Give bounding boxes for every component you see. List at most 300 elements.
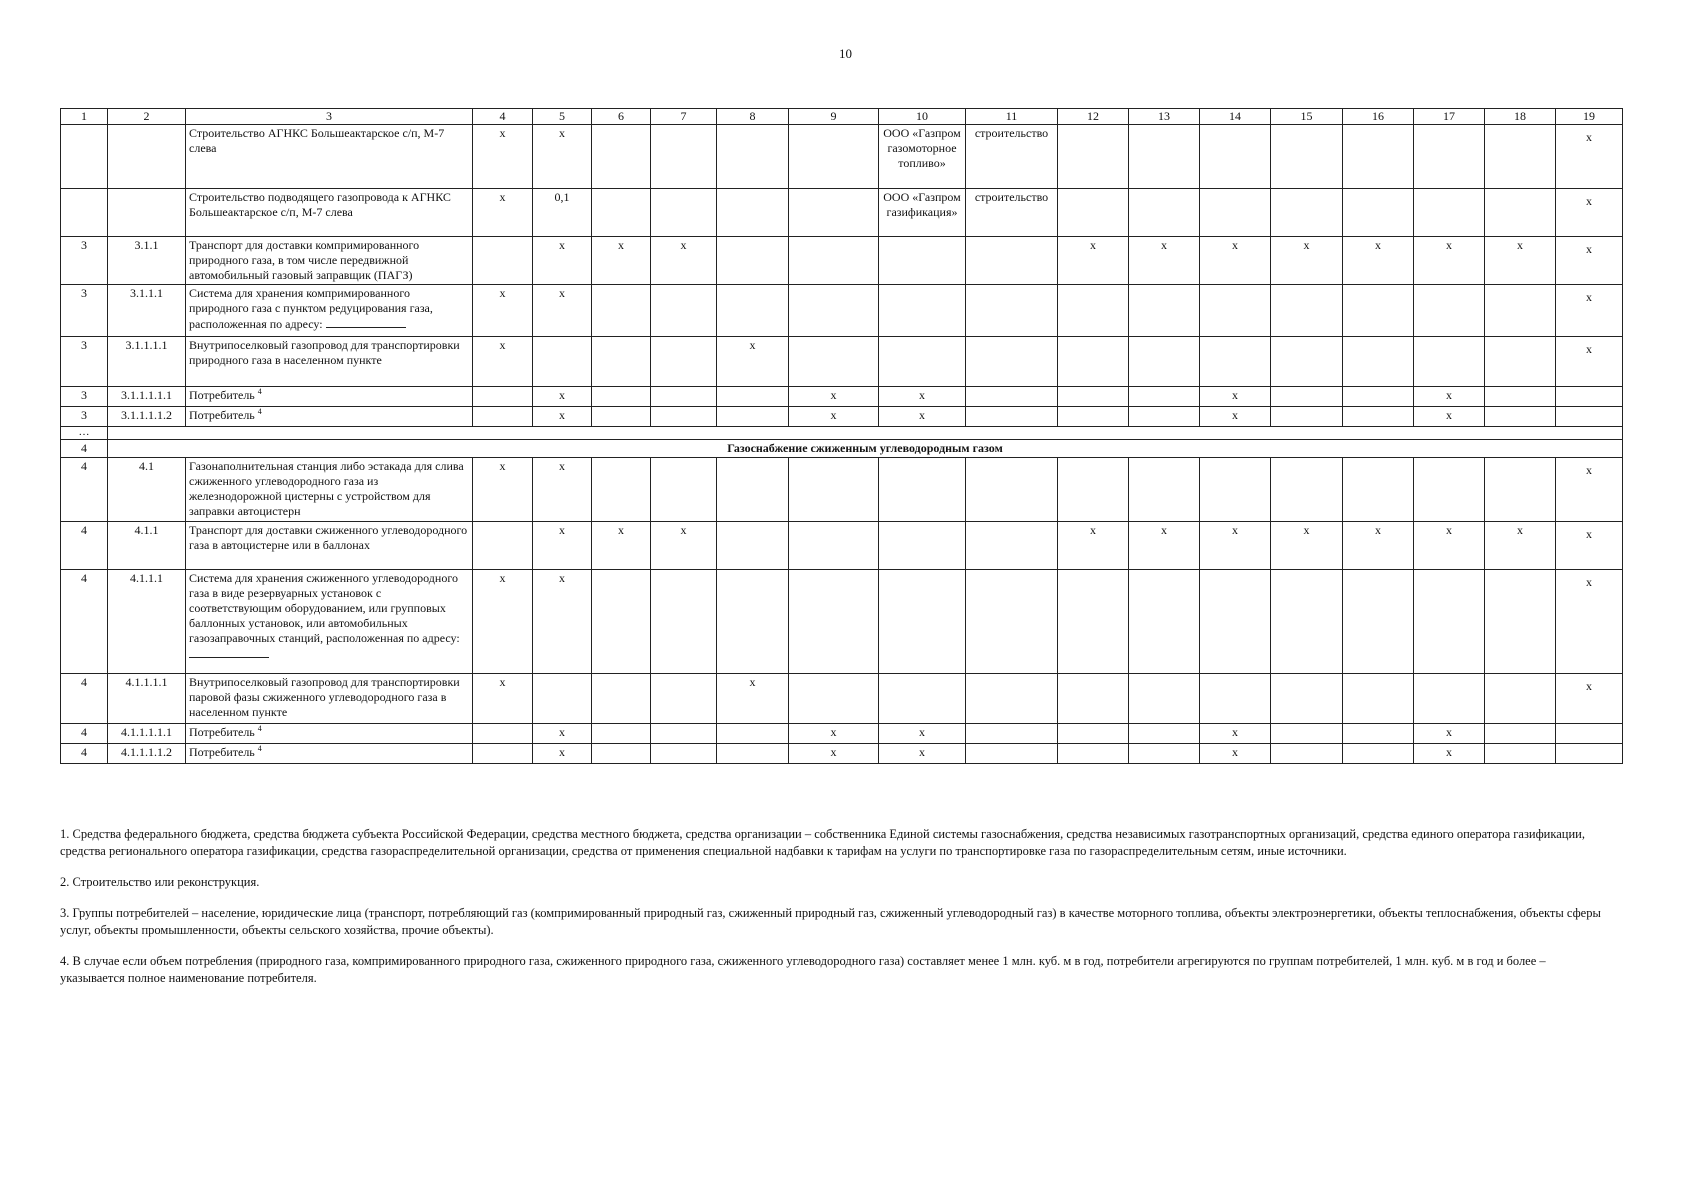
column-header-13: 13 bbox=[1129, 109, 1200, 125]
cell-col-7: x bbox=[651, 237, 717, 285]
cell-col-15 bbox=[1271, 458, 1343, 522]
cell-col-13 bbox=[1129, 387, 1200, 407]
cell-col-11 bbox=[966, 237, 1058, 285]
row-name-cell bbox=[186, 674, 473, 724]
cell-col-11 bbox=[966, 570, 1058, 674]
cell-col-4 bbox=[473, 522, 533, 570]
column-header-4: 4 bbox=[473, 109, 533, 125]
cell-col-7 bbox=[651, 674, 717, 724]
cell-col-19: x bbox=[1556, 458, 1623, 522]
cell-col-11 bbox=[966, 744, 1058, 764]
cell-col-14 bbox=[1200, 337, 1271, 387]
cell-col-5 bbox=[533, 337, 592, 387]
row-name-text: Внутрипоселковый газопровод для транспортировки природного газа в населенном пункте bbox=[189, 338, 460, 367]
column-header-19: 19 bbox=[1556, 109, 1623, 125]
gas-supply-table bbox=[60, 108, 1623, 764]
cell-col-18 bbox=[1485, 458, 1556, 522]
cell-col-8 bbox=[717, 724, 789, 744]
cell-col-14 bbox=[1200, 125, 1271, 189]
cell-col-13: x bbox=[1129, 237, 1200, 285]
row-code-cell bbox=[108, 125, 186, 189]
cell-col-16 bbox=[1343, 570, 1414, 674]
footnote-ref: 4 bbox=[257, 744, 262, 753]
cell-col-19: x bbox=[1556, 674, 1623, 724]
cell-col-5 bbox=[533, 674, 592, 724]
cell-col-12: x bbox=[1058, 237, 1129, 285]
cell-col-10: ООО «Газпром газификация» bbox=[879, 189, 966, 237]
row-name-cell bbox=[186, 724, 473, 744]
cell-col-5: x bbox=[533, 285, 592, 337]
cell-col-9 bbox=[789, 458, 879, 522]
cell-col-12 bbox=[1058, 570, 1129, 674]
cell-col-15 bbox=[1271, 674, 1343, 724]
cell-col-12 bbox=[1058, 125, 1129, 189]
footnote-ref: 4 bbox=[257, 407, 262, 416]
row-name-cell bbox=[186, 522, 473, 570]
cell-col-11 bbox=[966, 458, 1058, 522]
cell-col-11 bbox=[966, 407, 1058, 427]
row-name-text: Потребитель bbox=[189, 725, 255, 739]
cell-col-10: x bbox=[879, 724, 966, 744]
cell-col-12 bbox=[1058, 744, 1129, 764]
cell-col-10 bbox=[879, 285, 966, 337]
cell-col-8 bbox=[717, 744, 789, 764]
cell-col-9 bbox=[789, 674, 879, 724]
cell-col-17: x bbox=[1414, 407, 1485, 427]
cell-col-13 bbox=[1129, 125, 1200, 189]
cell-col-9 bbox=[789, 522, 879, 570]
cell-col-4: x bbox=[473, 337, 533, 387]
cell-col-8 bbox=[717, 189, 789, 237]
cell-col-5: x bbox=[533, 570, 592, 674]
cell-col-15 bbox=[1271, 744, 1343, 764]
cell-col-16 bbox=[1343, 189, 1414, 237]
cell-col-8 bbox=[717, 237, 789, 285]
cell-col-4 bbox=[473, 724, 533, 744]
cell-col-7: x bbox=[651, 522, 717, 570]
cell-col-12 bbox=[1058, 458, 1129, 522]
cell-col-19: x bbox=[1556, 125, 1623, 189]
column-header-7: 7 bbox=[651, 109, 717, 125]
cell-col-17: x bbox=[1414, 522, 1485, 570]
row-name-text: Система для хранения компримированного природного газа с пунктом редуцирования газа, расположенная по адресу: bbox=[189, 286, 433, 331]
cell-col-15 bbox=[1271, 570, 1343, 674]
cell-col-18 bbox=[1485, 387, 1556, 407]
row-code-cell: 4.1.1 bbox=[108, 522, 186, 570]
cell-col-14 bbox=[1200, 458, 1271, 522]
column-header-1: 1 bbox=[61, 109, 108, 125]
cell-col-11 bbox=[966, 337, 1058, 387]
cell-col-4: x bbox=[473, 674, 533, 724]
cell-col-17 bbox=[1414, 458, 1485, 522]
cell-col-13 bbox=[1129, 724, 1200, 744]
cell-col-6 bbox=[592, 674, 651, 724]
row-group-cell: 4 bbox=[61, 522, 108, 570]
cell-col-16 bbox=[1343, 285, 1414, 337]
cell-col-7 bbox=[651, 570, 717, 674]
cell-col-7 bbox=[651, 458, 717, 522]
cell-col-16 bbox=[1343, 744, 1414, 764]
cell-col-4 bbox=[473, 744, 533, 764]
cell-col-10 bbox=[879, 674, 966, 724]
cell-col-6: x bbox=[592, 237, 651, 285]
table-row bbox=[61, 674, 1623, 724]
cell-col-8: x bbox=[717, 674, 789, 724]
cell-col-7 bbox=[651, 125, 717, 189]
column-header-5: 5 bbox=[533, 109, 592, 125]
footnote-2: 2. Строительство или реконструкция. bbox=[60, 875, 260, 889]
row-name-text: Газонаполнительная станция либо эстакада для слива сжиженного углеводородного газа из железнодорожной цистерны с устройством для заправки автоцистерн bbox=[189, 459, 464, 518]
cell-col-17 bbox=[1414, 125, 1485, 189]
column-header-14: 14 bbox=[1200, 109, 1271, 125]
cell-col-18 bbox=[1485, 125, 1556, 189]
row-group-cell: 4 bbox=[61, 744, 108, 764]
cell-col-17: x bbox=[1414, 744, 1485, 764]
cell-col-6 bbox=[592, 285, 651, 337]
cell-col-10: x bbox=[879, 387, 966, 407]
column-header-11: 11 bbox=[966, 109, 1058, 125]
cell-col-8 bbox=[717, 458, 789, 522]
row-code-cell: 3.1.1 bbox=[108, 237, 186, 285]
cell-col-18 bbox=[1485, 570, 1556, 674]
row-code-cell: 4.1.1.1.1 bbox=[108, 674, 186, 724]
cell-col-12 bbox=[1058, 387, 1129, 407]
cell-col-5: x bbox=[533, 522, 592, 570]
row-group-cell: 4 bbox=[61, 458, 108, 522]
cell-col-15 bbox=[1271, 125, 1343, 189]
table-row bbox=[61, 724, 1623, 744]
row-code-cell: 4.1.1.1.1.1 bbox=[108, 724, 186, 744]
column-header-10: 10 bbox=[879, 109, 966, 125]
section-number: 4 bbox=[61, 440, 108, 458]
cell-col-19: x bbox=[1556, 570, 1623, 674]
cell-col-15 bbox=[1271, 387, 1343, 407]
cell-col-5: x bbox=[533, 125, 592, 189]
row-group-cell bbox=[61, 189, 108, 237]
cell-col-4: x bbox=[473, 458, 533, 522]
row-group-cell: 3 bbox=[61, 285, 108, 337]
cell-col-12 bbox=[1058, 724, 1129, 744]
table-row bbox=[61, 237, 1623, 285]
cell-col-16 bbox=[1343, 125, 1414, 189]
table-row bbox=[61, 189, 1623, 237]
row-name-text: Потребитель bbox=[189, 408, 255, 422]
cell-col-8 bbox=[717, 387, 789, 407]
row-group-cell bbox=[61, 125, 108, 189]
row-name-text: Строительство подводящего газопровода к АГНКС Большеактарское с/п, М-7 слева bbox=[189, 190, 451, 219]
footnote-ref: 4 bbox=[257, 387, 262, 396]
column-header-3: 3 bbox=[186, 109, 473, 125]
column-header-2: 2 bbox=[108, 109, 186, 125]
row-name-cell bbox=[186, 125, 473, 189]
row-group-cell: 4 bbox=[61, 570, 108, 674]
column-header-15: 15 bbox=[1271, 109, 1343, 125]
cell-col-10 bbox=[879, 337, 966, 387]
cell-col-17 bbox=[1414, 570, 1485, 674]
cell-col-13 bbox=[1129, 570, 1200, 674]
cell-col-15: x bbox=[1271, 237, 1343, 285]
page-number: 10 bbox=[839, 46, 852, 61]
cell-col-12 bbox=[1058, 674, 1129, 724]
cell-col-19 bbox=[1556, 724, 1623, 744]
row-name-cell bbox=[186, 337, 473, 387]
cell-col-4: x bbox=[473, 125, 533, 189]
cell-col-17: x bbox=[1414, 387, 1485, 407]
table-row bbox=[61, 125, 1623, 189]
cell-col-14 bbox=[1200, 189, 1271, 237]
row-name-text: Потребитель bbox=[189, 745, 255, 759]
table-body bbox=[61, 109, 1623, 764]
cell-col-7 bbox=[651, 285, 717, 337]
row-name-cell bbox=[186, 285, 473, 337]
cell-col-7 bbox=[651, 337, 717, 387]
row-name-text: Транспорт для доставки компримированного природного газа, в том числе передвижной автомобильный газовый заправщик (ПАГЗ) bbox=[189, 238, 420, 282]
cell-col-5: x bbox=[533, 407, 592, 427]
cell-col-6 bbox=[592, 125, 651, 189]
row-name-cell bbox=[186, 189, 473, 237]
cell-col-5: x bbox=[533, 724, 592, 744]
cell-col-10: x bbox=[879, 407, 966, 427]
ellipsis-row bbox=[61, 427, 1623, 440]
row-code-cell: 3.1.1.1.1.1 bbox=[108, 387, 186, 407]
section-header-row bbox=[61, 440, 1623, 458]
cell-col-7 bbox=[651, 407, 717, 427]
cell-col-18: x bbox=[1485, 522, 1556, 570]
cell-col-11 bbox=[966, 522, 1058, 570]
cell-col-19: x bbox=[1556, 189, 1623, 237]
row-name-cell bbox=[186, 237, 473, 285]
cell-col-16 bbox=[1343, 387, 1414, 407]
cell-col-18 bbox=[1485, 744, 1556, 764]
cell-col-17 bbox=[1414, 189, 1485, 237]
cell-col-15 bbox=[1271, 724, 1343, 744]
table-row bbox=[61, 285, 1623, 337]
cell-col-11 bbox=[966, 285, 1058, 337]
table-row bbox=[61, 387, 1623, 407]
table-row bbox=[61, 570, 1623, 674]
cell-col-9 bbox=[789, 125, 879, 189]
ellipsis-cell: … bbox=[61, 427, 108, 440]
column-header-16: 16 bbox=[1343, 109, 1414, 125]
address-blank-line bbox=[189, 646, 269, 658]
cell-col-17 bbox=[1414, 337, 1485, 387]
cell-col-13 bbox=[1129, 458, 1200, 522]
row-name-cell bbox=[186, 744, 473, 764]
cell-col-12: x bbox=[1058, 522, 1129, 570]
cell-col-13 bbox=[1129, 744, 1200, 764]
cell-col-4 bbox=[473, 237, 533, 285]
cell-col-14: x bbox=[1200, 744, 1271, 764]
cell-col-19 bbox=[1556, 744, 1623, 764]
cell-col-16: x bbox=[1343, 522, 1414, 570]
section-title: Газоснабжение сжиженным углеводородным газом bbox=[108, 440, 1623, 458]
column-header-18: 18 bbox=[1485, 109, 1556, 125]
cell-col-7 bbox=[651, 744, 717, 764]
row-code-cell: 3.1.1.1.1.2 bbox=[108, 407, 186, 427]
footnote-1: 1. Средства федерального бюджета, средства бюджета субъекта Российской Федерации, средства местного бюджета, средства организации – собственника Единой системы газоснабжения, средства независимых газотранспортных организаций, средства единого оператора газификации, средства регионального оператора газификации, средства газораспределительной организации, средства от применения специальной надбавки к тарифам на услуги по транспортировке газа по газораспределительным сетям, иные источники. bbox=[60, 827, 1585, 858]
row-group-cell: 4 bbox=[61, 674, 108, 724]
table-row bbox=[61, 522, 1623, 570]
cell-col-10 bbox=[879, 522, 966, 570]
row-code-cell: 4.1.1.1 bbox=[108, 570, 186, 674]
cell-col-13 bbox=[1129, 407, 1200, 427]
cell-col-10: ООО «Газпром газомоторное топливо» bbox=[879, 125, 966, 189]
column-header-12: 12 bbox=[1058, 109, 1129, 125]
cell-col-18 bbox=[1485, 724, 1556, 744]
cell-col-8: x bbox=[717, 337, 789, 387]
cell-col-11 bbox=[966, 674, 1058, 724]
cell-col-10 bbox=[879, 570, 966, 674]
cell-col-13 bbox=[1129, 337, 1200, 387]
row-name-text: Потребитель bbox=[189, 388, 255, 402]
row-name-cell bbox=[186, 407, 473, 427]
cell-col-19 bbox=[1556, 407, 1623, 427]
row-group-cell: 3 bbox=[61, 407, 108, 427]
row-name-cell bbox=[186, 570, 473, 674]
row-group-cell: 3 bbox=[61, 337, 108, 387]
cell-col-8 bbox=[717, 570, 789, 674]
cell-col-9: x bbox=[789, 744, 879, 764]
cell-col-5: 0,1 bbox=[533, 189, 592, 237]
cell-col-9 bbox=[789, 237, 879, 285]
row-name-text: Транспорт для доставки сжиженного углеводородного газа в автоцистерне или в баллонах bbox=[189, 523, 468, 552]
column-number-header bbox=[61, 109, 1623, 125]
row-group-cell: 3 bbox=[61, 387, 108, 407]
cell-col-13 bbox=[1129, 189, 1200, 237]
row-code-cell: 3.1.1.1.1 bbox=[108, 337, 186, 387]
row-code-cell: 4.1 bbox=[108, 458, 186, 522]
cell-col-14: x bbox=[1200, 522, 1271, 570]
cell-col-14 bbox=[1200, 285, 1271, 337]
cell-col-16 bbox=[1343, 458, 1414, 522]
cell-col-16 bbox=[1343, 337, 1414, 387]
cell-col-6 bbox=[592, 744, 651, 764]
address-blank-line bbox=[326, 316, 406, 328]
cell-col-12 bbox=[1058, 337, 1129, 387]
cell-col-17 bbox=[1414, 674, 1485, 724]
cell-col-17 bbox=[1414, 285, 1485, 337]
cell-col-15 bbox=[1271, 189, 1343, 237]
cell-col-6: x bbox=[592, 522, 651, 570]
cell-col-5: x bbox=[533, 237, 592, 285]
column-header-8: 8 bbox=[717, 109, 789, 125]
cell-col-19: x bbox=[1556, 337, 1623, 387]
cell-col-9: x bbox=[789, 724, 879, 744]
cell-col-14: x bbox=[1200, 407, 1271, 427]
cell-col-17: x bbox=[1414, 724, 1485, 744]
cell-col-9 bbox=[789, 570, 879, 674]
cell-col-8 bbox=[717, 285, 789, 337]
cell-col-18 bbox=[1485, 674, 1556, 724]
cell-col-14: x bbox=[1200, 387, 1271, 407]
row-group-cell: 4 bbox=[61, 724, 108, 744]
cell-col-9 bbox=[789, 189, 879, 237]
cell-col-18 bbox=[1485, 407, 1556, 427]
footnotes bbox=[60, 826, 1605, 1001]
cell-col-18: x bbox=[1485, 237, 1556, 285]
cell-col-6 bbox=[592, 458, 651, 522]
cell-col-7 bbox=[651, 387, 717, 407]
cell-col-17: x bbox=[1414, 237, 1485, 285]
row-code-cell bbox=[108, 189, 186, 237]
cell-col-6 bbox=[592, 570, 651, 674]
table-row bbox=[61, 407, 1623, 427]
row-code-cell: 4.1.1.1.1.2 bbox=[108, 744, 186, 764]
cell-col-19 bbox=[1556, 387, 1623, 407]
cell-col-19: x bbox=[1556, 285, 1623, 337]
table-row bbox=[61, 337, 1623, 387]
cell-col-9: x bbox=[789, 407, 879, 427]
row-name-text: Внутрипоселковый газопровод для транспортировки паровой фазы сжиженного углеводородного газа в населенном пункте bbox=[189, 675, 460, 719]
cell-col-11: строительство bbox=[966, 125, 1058, 189]
cell-col-12 bbox=[1058, 189, 1129, 237]
cell-col-6 bbox=[592, 189, 651, 237]
cell-col-11 bbox=[966, 724, 1058, 744]
cell-col-11 bbox=[966, 387, 1058, 407]
row-name-text: Строительство АГНКС Большеактарское с/п, М-7 слева bbox=[189, 126, 445, 155]
cell-col-6 bbox=[592, 387, 651, 407]
column-header-6: 6 bbox=[592, 109, 651, 125]
cell-col-4 bbox=[473, 387, 533, 407]
cell-col-12 bbox=[1058, 407, 1129, 427]
cell-col-10 bbox=[879, 458, 966, 522]
cell-col-14 bbox=[1200, 674, 1271, 724]
cell-col-5: x bbox=[533, 744, 592, 764]
cell-col-10: x bbox=[879, 744, 966, 764]
cell-col-9 bbox=[789, 337, 879, 387]
cell-col-16 bbox=[1343, 674, 1414, 724]
cell-col-15 bbox=[1271, 407, 1343, 427]
footnote-3: 3. Группы потребителей – население, юридические лица (транспорт, потребляющий газ (компримированный природный газ, сжиженный природный газ, сжиженный углеводородный газ) в качестве моторного топлива, объекты электроэнергетики, объекты теплоснабжения, объекты сферы услуг, объекты промышленности, объекты сельского хозяйства, прочие объекты). bbox=[60, 906, 1601, 937]
cell-col-16 bbox=[1343, 407, 1414, 427]
cell-col-6 bbox=[592, 724, 651, 744]
cell-col-14: x bbox=[1200, 237, 1271, 285]
cell-col-4 bbox=[473, 407, 533, 427]
cell-col-9: x bbox=[789, 387, 879, 407]
row-name-cell bbox=[186, 387, 473, 407]
cell-col-10 bbox=[879, 237, 966, 285]
cell-col-19: x bbox=[1556, 522, 1623, 570]
table-row bbox=[61, 744, 1623, 764]
cell-col-14: x bbox=[1200, 724, 1271, 744]
cell-col-8 bbox=[717, 125, 789, 189]
row-code-cell: 3.1.1.1 bbox=[108, 285, 186, 337]
cell-col-7 bbox=[651, 189, 717, 237]
cell-col-4: x bbox=[473, 189, 533, 237]
cell-col-5: x bbox=[533, 387, 592, 407]
cell-col-16 bbox=[1343, 724, 1414, 744]
ellipsis-spacer bbox=[108, 427, 1623, 440]
cell-col-13: x bbox=[1129, 522, 1200, 570]
row-name-cell bbox=[186, 458, 473, 522]
cell-col-13 bbox=[1129, 674, 1200, 724]
cell-col-6 bbox=[592, 407, 651, 427]
cell-col-9 bbox=[789, 285, 879, 337]
cell-col-18 bbox=[1485, 285, 1556, 337]
row-group-cell: 3 bbox=[61, 237, 108, 285]
cell-col-8 bbox=[717, 407, 789, 427]
cell-col-4: x bbox=[473, 570, 533, 674]
cell-col-18 bbox=[1485, 189, 1556, 237]
cell-col-18 bbox=[1485, 337, 1556, 387]
cell-col-15 bbox=[1271, 337, 1343, 387]
column-header-9: 9 bbox=[789, 109, 879, 125]
cell-col-8 bbox=[717, 522, 789, 570]
cell-col-5: x bbox=[533, 458, 592, 522]
cell-col-4: x bbox=[473, 285, 533, 337]
cell-col-19: x bbox=[1556, 237, 1623, 285]
cell-col-16: x bbox=[1343, 237, 1414, 285]
